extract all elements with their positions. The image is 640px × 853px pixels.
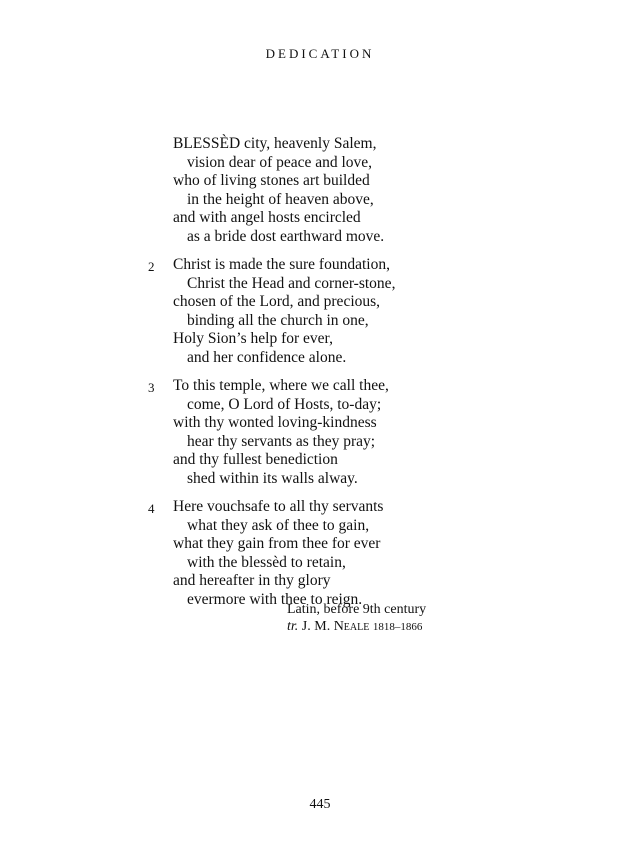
verse-line: what they gain from thee for ever bbox=[173, 535, 381, 552]
translator-line bbox=[287, 618, 426, 636]
verse-number: 4 bbox=[148, 501, 155, 516]
verse-line: Christ is made the sure foundation, bbox=[173, 256, 390, 273]
verse-number: 2 bbox=[148, 259, 155, 274]
verse-line: with thy wonted loving-kindness bbox=[173, 414, 377, 431]
verse-2 bbox=[0, 256, 640, 367]
hymn-text bbox=[0, 135, 640, 619]
verse-4 bbox=[0, 498, 640, 609]
verse-line: Holy Sion’s help for ever, bbox=[173, 330, 333, 347]
page-number: 445 bbox=[309, 797, 331, 812]
running-head: DEDICATION bbox=[265, 46, 375, 61]
verse-line: who of living stones art builded bbox=[173, 172, 370, 189]
verse-line: and thy fullest benediction bbox=[173, 451, 338, 468]
verse-line: Christ the Head and corner-stone, bbox=[187, 274, 396, 292]
verse-line: as a bride dost earthward move. bbox=[187, 227, 385, 245]
translator-dates: 1818–1866 bbox=[372, 621, 423, 633]
translator-prefix: tr. bbox=[287, 619, 299, 634]
source-line: Latin, before 9th century bbox=[287, 602, 427, 617]
verse-line: vision dear of peace and love, bbox=[187, 153, 373, 171]
verse-line: come, O Lord of Hosts, to-day; bbox=[187, 395, 382, 413]
attribution bbox=[287, 601, 426, 636]
verse-line: hear thy servants as they pray; bbox=[187, 432, 376, 450]
verse-line: chosen of the Lord, and precious, bbox=[173, 293, 381, 310]
verse-line: binding all the church in one, bbox=[187, 311, 369, 329]
verse-line: To this temple, where we call thee, bbox=[173, 377, 389, 394]
verse-line: and hereafter in thy glory bbox=[173, 572, 331, 589]
verse-line: shed within its walls alway. bbox=[187, 469, 358, 487]
verse-line: with the blessèd to retain, bbox=[187, 553, 346, 571]
verse-line: what they ask of thee to gain, bbox=[187, 516, 370, 534]
verse-number: 3 bbox=[148, 380, 155, 395]
translator-name: J. M. Neale bbox=[301, 619, 370, 634]
verse-line: BLESSÈD city, heavenly Salem, bbox=[173, 135, 377, 152]
verse-line: Here vouchsafe to all thy servants bbox=[173, 498, 384, 515]
verse-line: in the height of heaven above, bbox=[187, 190, 374, 208]
verse-line: and her confidence alone. bbox=[187, 348, 347, 366]
verse-3 bbox=[0, 377, 640, 488]
verse-line: and with angel hosts encircled bbox=[173, 209, 361, 226]
verse-1 bbox=[0, 135, 640, 246]
verse-line: evermore with thee to reign. bbox=[187, 590, 363, 608]
